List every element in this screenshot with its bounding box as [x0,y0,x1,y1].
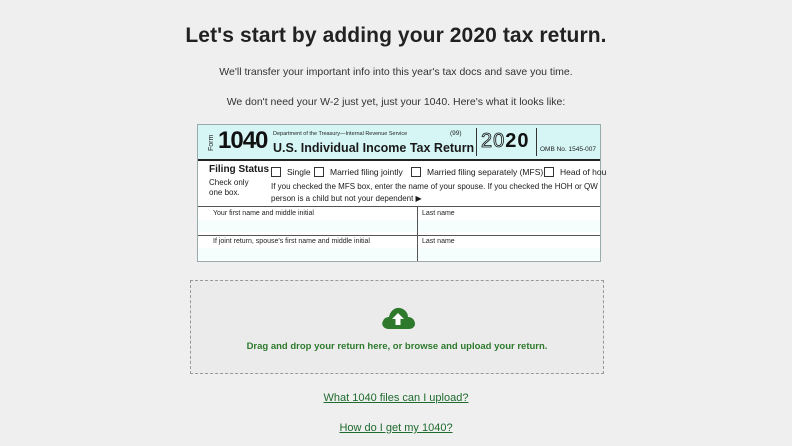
option-married-jointly: Married filing jointly [314,167,403,177]
subtitle-w2: We don't need your W-2 just yet, just your 1040. Here's what it looks like: [226,96,566,108]
field-spouse-last-label: Last name [422,238,455,245]
checkbox-icon [411,167,421,177]
form-word: Form [208,134,215,151]
checkbox-icon [314,167,324,177]
divider [198,206,600,207]
option-head-of-household: Head of hou [544,167,606,177]
filing-status-sub: Check only one box. [209,178,249,197]
filing-status-label: Filing Status [209,164,269,175]
cloud-upload-icon[interactable] [380,305,416,331]
upload-dropzone[interactable] [190,280,604,374]
form-title: U.S. Individual Income Tax Return [273,141,475,155]
what-files-link[interactable]: What 1040 files can I upload? [323,392,469,404]
field-last-name-label: Last name [422,210,455,217]
dropzone-text[interactable]: Drag and drop your return here, or browse and upload your return. [246,341,548,352]
form-header-band [198,125,600,161]
field-first-name-label: Your first name and middle initial [213,210,314,217]
form-year: 2020 [481,130,530,152]
form-department: Department of the Treasury—Internal Revenue Service [273,131,408,137]
subtitle-transfer: We'll transfer your important info into this year's tax docs and save you time. [219,66,573,78]
how-get-1040-link[interactable]: How do I get my 1040? [339,422,453,434]
form-code: (99) [450,130,462,137]
option-single: Single [271,167,311,177]
checkbox-icon [544,167,554,177]
checkbox-icon [271,167,281,177]
header-divider [476,128,477,156]
form-number: 1040 [218,127,268,154]
mfs-note: If you checked the MFS box, enter the name of your spouse. If you checked the HOH or QW person is a child but not your dependent ▶ [271,182,598,203]
divider [417,206,418,261]
option-married-separately: Married filing separately (MFS) [411,167,543,177]
divider [198,235,600,236]
page-title: Let's start by adding your 2020 tax return. [185,24,607,47]
header-divider [536,128,537,156]
form-1040-example-image [197,124,607,262]
field-spouse-first-label: If joint return, spouse's first name and middle initial [213,238,370,245]
form-omb: OMB No. 1545-007 [540,146,597,153]
